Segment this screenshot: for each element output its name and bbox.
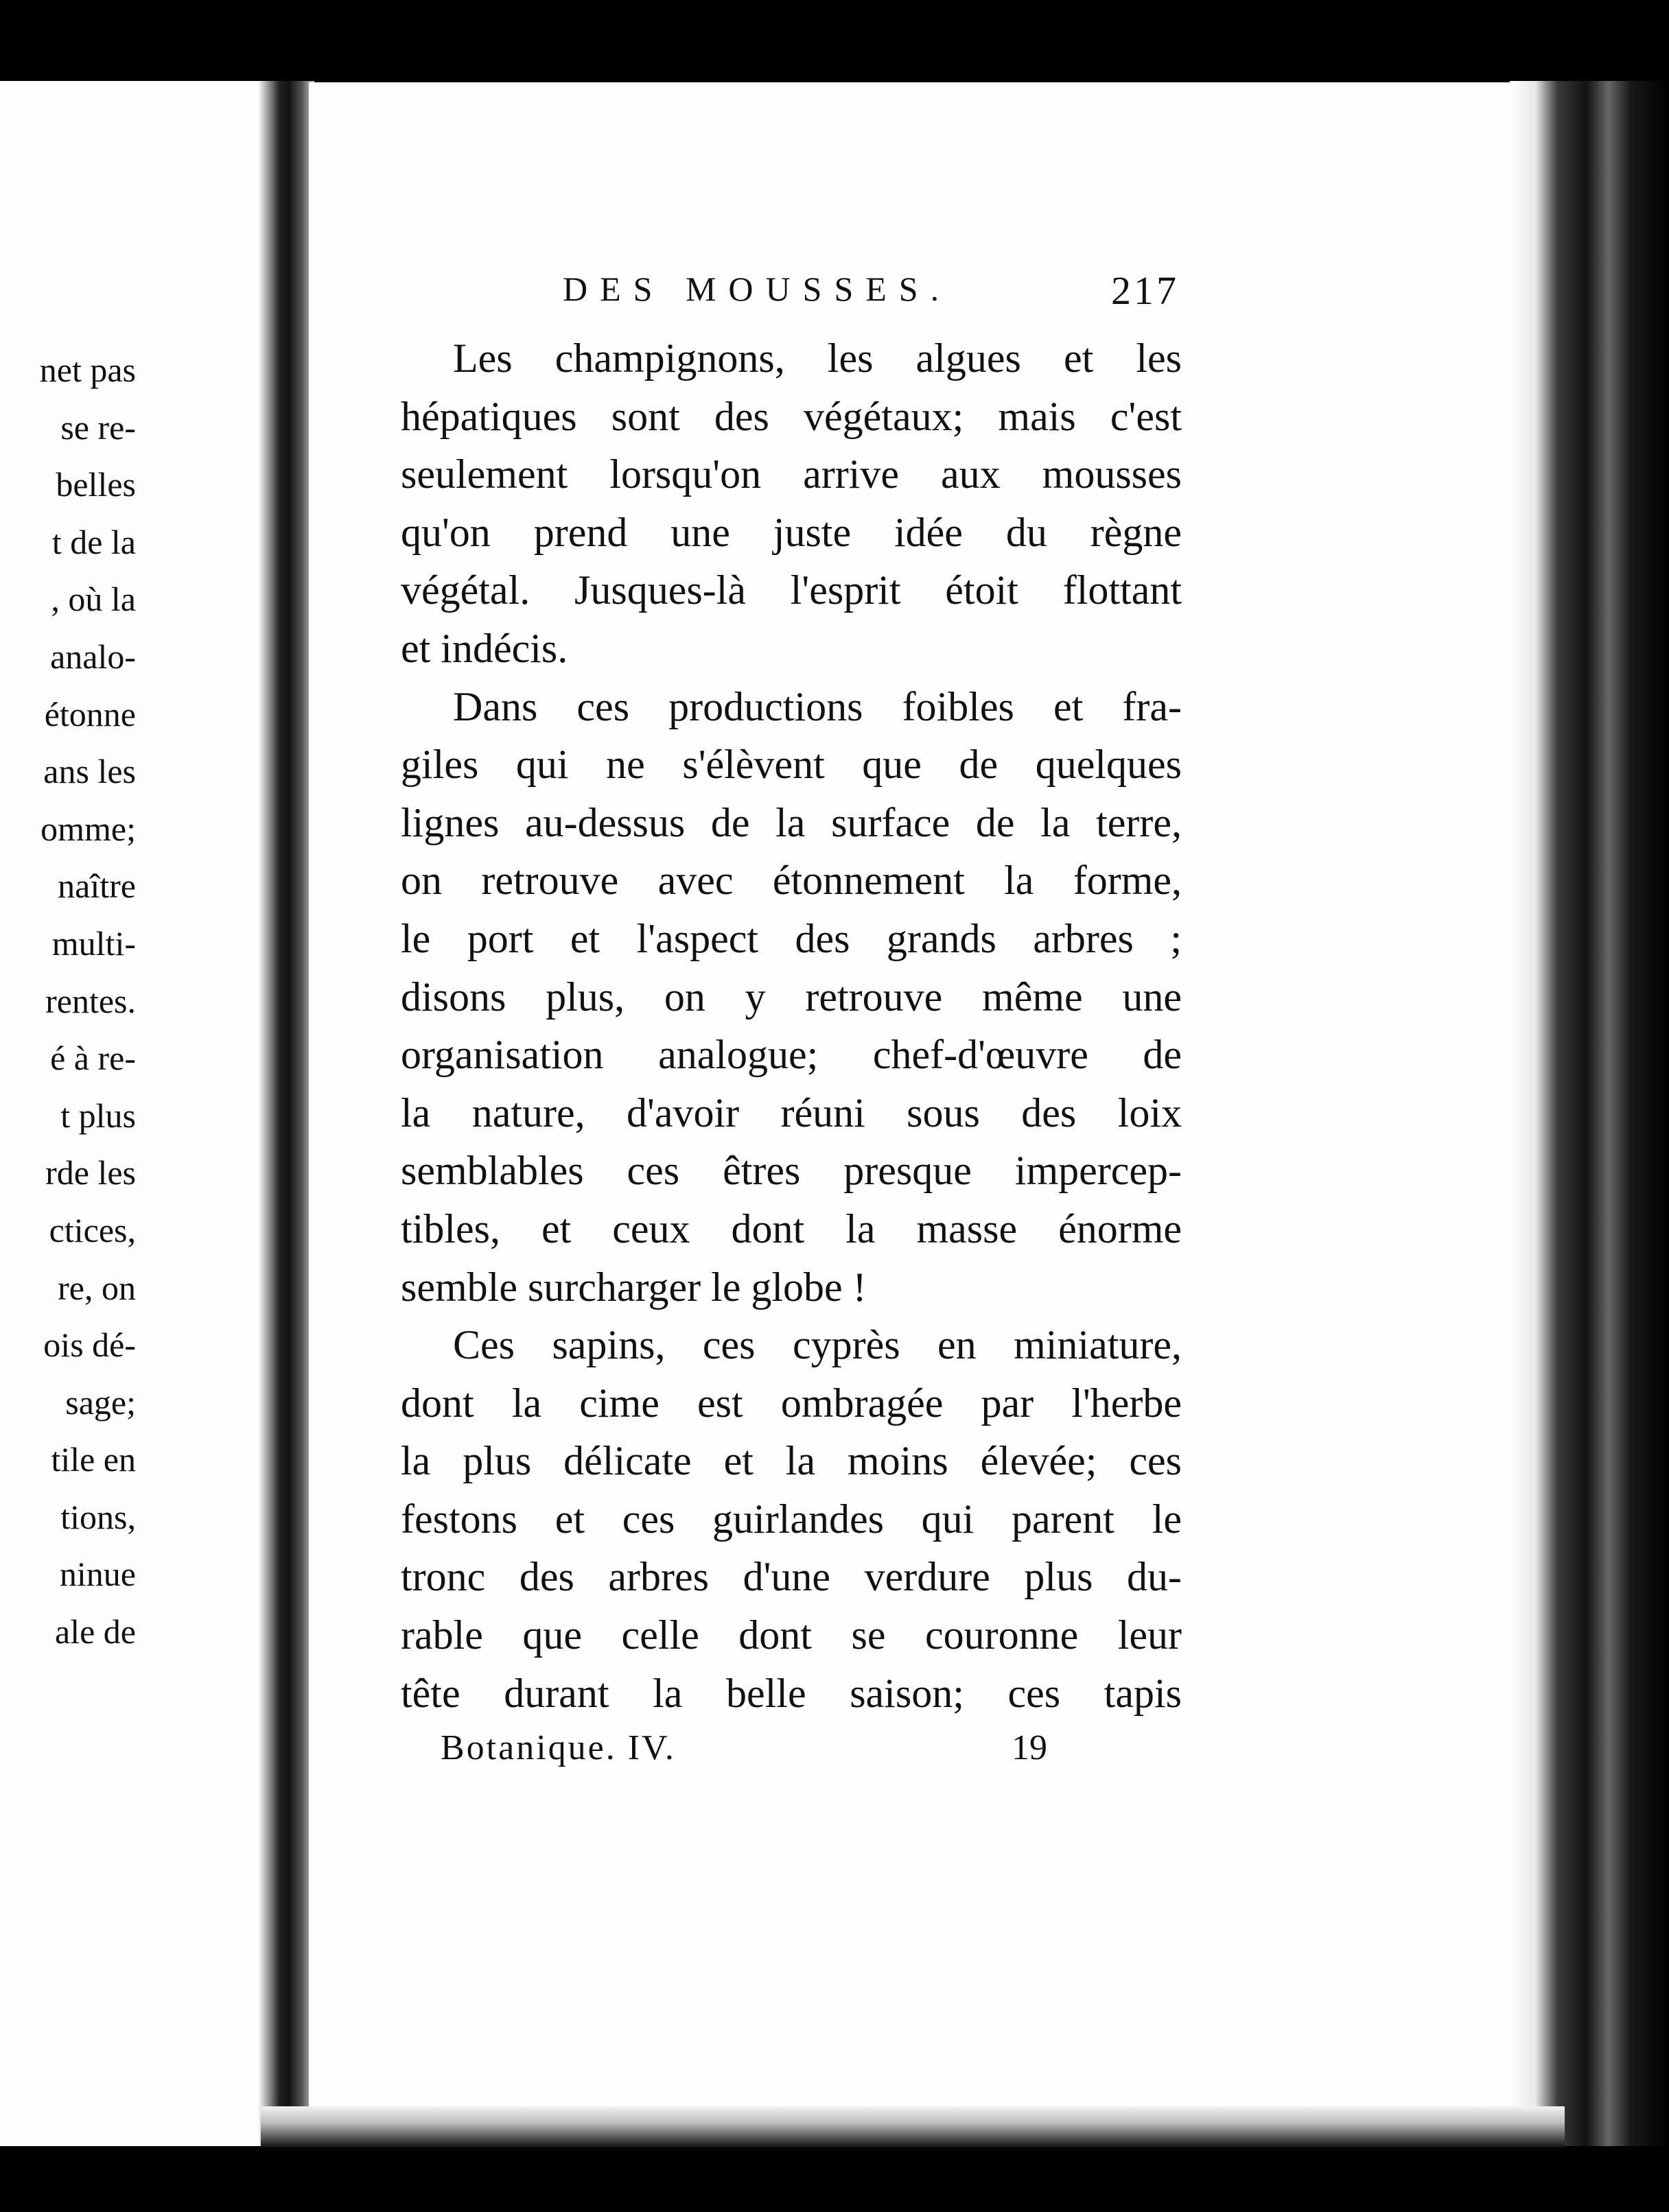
left-line: multi-: [51, 923, 136, 963]
text-line: tête durant la belle saison; ces tapis: [401, 1670, 1182, 1716]
right-page-text-block: [401, 261, 1182, 1789]
page-bottom-edge: [261, 2106, 1565, 2148]
text-line: Dans ces productions foibles et fra-: [453, 683, 1182, 729]
text-line: Ces sapins, ces cyprès en miniature,: [453, 1322, 1182, 1368]
text-line: la plus délicate et la moins élevée; ces: [401, 1438, 1182, 1484]
left-line: belles: [56, 465, 136, 504]
text-line: on retrouve avec étonnement la forme,: [401, 858, 1182, 904]
left-line: t plus: [60, 1096, 136, 1135]
text-line: hépatiques sont des végétaux; mais c'est: [401, 393, 1182, 439]
footer-signature: Botanique. IV.: [441, 1728, 676, 1768]
left-line: é à re-: [50, 1039, 136, 1078]
page-fore-edge: [1510, 81, 1669, 2146]
left-line: analo-: [50, 637, 136, 676]
left-line: ois dé-: [43, 1326, 136, 1365]
left-line: , où la: [51, 580, 136, 619]
left-line: naître: [58, 867, 136, 906]
text-line: lignes au-dessus de la surface de la terre,: [401, 799, 1182, 845]
text-line: tronc des arbres d'une verdure plus du-: [401, 1554, 1182, 1600]
left-line: re, on: [58, 1268, 136, 1307]
left-line: sage;: [65, 1382, 136, 1422]
text-line: giles qui ne s'élèvent que de quelques: [401, 742, 1182, 788]
text-line: Les champignons, les algues et les: [453, 336, 1182, 381]
text-line: et indécis.: [401, 625, 568, 671]
text-line: semble surcharger le globe !: [401, 1264, 867, 1310]
page-number: 217: [1111, 268, 1179, 313]
text-line: qu'on prend une juste idée du règne: [401, 509, 1182, 555]
left-line: omme;: [40, 809, 136, 848]
left-line: ninue: [59, 1555, 136, 1594]
left-line: rde les: [45, 1153, 136, 1192]
left-page-text: [0, 342, 136, 1661]
text-line: festons et ces guirlandes qui parent le: [401, 1496, 1182, 1542]
left-line: ctices,: [49, 1210, 136, 1249]
text-line: seulement lorsqu'on arrive aux mousses: [401, 451, 1182, 497]
left-line: net pas: [39, 351, 136, 389]
left-line: se re-: [60, 408, 136, 447]
left-facing-page: [0, 81, 266, 2146]
footer-sheet-number: 19: [1012, 1728, 1047, 1768]
book-gutter-shadow: [258, 81, 314, 2146]
text-line: végétal. Jusques-là l'esprit étoit flottant: [401, 567, 1182, 613]
left-line: ans les: [43, 752, 136, 791]
text-line: rable que celle dont se couronne leur: [401, 1612, 1182, 1658]
text-line: organisation analogue; chef-d'œuvre de: [401, 1032, 1182, 1078]
left-line: rentes.: [45, 981, 136, 1020]
text-line: dont la cime est ombragée par l'herbe: [401, 1380, 1182, 1426]
left-line: tions,: [60, 1497, 136, 1536]
left-line: tile en: [51, 1440, 136, 1479]
text-line: disons plus, on y retrouve même une: [401, 974, 1182, 1020]
text-line: tibles, et ceux dont la masse énorme: [401, 1205, 1182, 1251]
left-line: étonne: [44, 694, 136, 733]
running-head-title: DES MOUSSES.: [563, 270, 952, 308]
left-line: ale de: [55, 1612, 136, 1651]
running-head: [401, 261, 1182, 329]
left-line: t de la: [51, 522, 136, 561]
text-line: le port et l'aspect des grands arbres ;: [401, 915, 1182, 961]
page-footer: [401, 1728, 1182, 1789]
text-line: la nature, d'avoir réuni sous des loix: [401, 1090, 1182, 1136]
text-line: semblables ces êtres presque impercep-: [401, 1148, 1182, 1194]
